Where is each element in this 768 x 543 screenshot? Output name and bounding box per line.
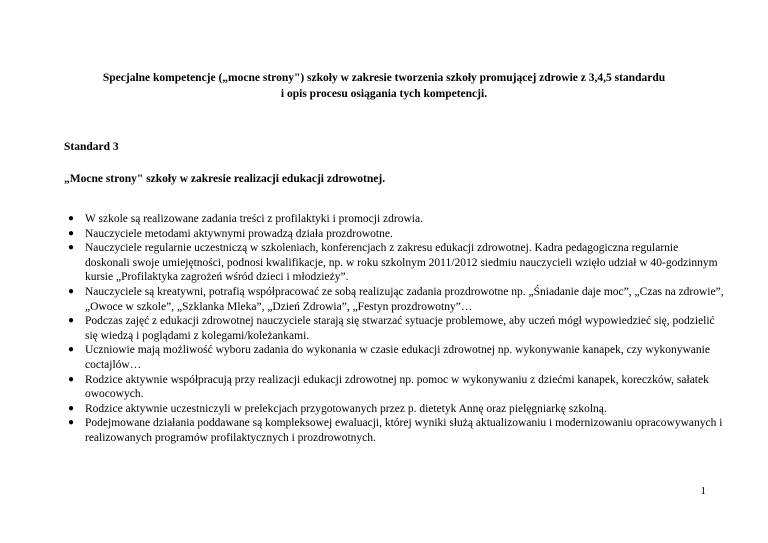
- bullet-icon: ●: [68, 213, 75, 224]
- list-item-text: Rodzice aktywnie współpracują przy realizacji edukacji zdrowotnej np. pomoc w wykonywaniu z dziećmi kanapek, koreczków, sałatek owocowych.: [85, 373, 709, 401]
- standard-heading: Standard 3: [64, 141, 119, 153]
- document-title: [50, 70, 718, 102]
- list-item-text: Podczas zajęć z edukacji zdrowotnej nauczyciele starają się stwarzać sytuacje problemowe, aby uczeń mógł wypowiedzieć się, podzielić się wiedzą i poglądami z kolegami/koleżankami.: [85, 315, 715, 342]
- bullet-icon: ●: [68, 242, 75, 254]
- document-title-line-1: Specjalne kompetencje („mocne strony") szkoły w zakresie tworzenia szkoły promującej zdrowie z 3,4,5 standardu: [102, 72, 666, 84]
- list-item-text: Rodzice aktywnie uczestniczyli w prelekcjach przygotowanych przez p. dietetyk Annę oraz pielęgniarkę szkolną.: [85, 402, 607, 415]
- list-item: [64, 416, 724, 445]
- list-item: [64, 343, 724, 372]
- list-item: [64, 373, 724, 402]
- list-item: [64, 227, 724, 242]
- bullet-icon: ●: [68, 227, 75, 239]
- bullet-icon: ●: [68, 285, 75, 297]
- list-item: [64, 241, 724, 285]
- list-item-text: Nauczyciele regularnie uczestniczą w szkoleniach, konferencjach z zakresu edukacji zdrowotnej. Kadra pedagogiczna regularnie doskonali swoje umiejętności, podnosi kwalifikacje, np. w roku szkolnym 2011/2012 siedmiu nauczycieli wzięło udział w 40-godzinnym kursie „Profilaktyka zagrożeń wśród dzieci i młodzieży”.: [85, 242, 718, 284]
- bullet-list: [64, 212, 724, 446]
- bullet-icon: ●: [68, 402, 75, 414]
- standard-subheading: „Mocne strony" szkoły w zakresie realizacji edukacji zdrowotnej.: [64, 173, 386, 185]
- bullet-icon: ●: [68, 315, 75, 327]
- document-title-line-2: i opis procesu osiągania tych kompetencji.: [280, 88, 488, 100]
- list-item-text: Nauczyciele metodami aktywnymi prowadzą działa prozdrowotne.: [85, 227, 393, 240]
- list-item: [64, 402, 724, 417]
- list-item: [64, 314, 724, 343]
- bullet-icon: ●: [68, 344, 75, 356]
- list-item-text: W szkole są realizowane zadania treści z profilaktyki i promocji zdrowia.: [85, 213, 423, 225]
- list-item-text: Uczniowie mają możliwość wyboru zadania do wykonania w czasie edukacji zdrowotnej np. wykonywanie kanapek, czy wykonywanie coctajlów…: [85, 344, 710, 371]
- bullet-icon: ●: [68, 417, 75, 429]
- list-item: [64, 212, 724, 227]
- list-item-text: Podejmowane działania poddawane są kompleksowej ewaluacji, której wyniki służą aktualizowaniu i modernizowaniu opracowywanych i realizowanych programów profilaktycznych i prozdrowotnych.: [85, 417, 723, 444]
- list-item: [64, 285, 724, 314]
- bullet-icon: ●: [68, 373, 75, 385]
- list-item-text: Nauczyciele są kreatywni, potrafią współpracować ze sobą realizując zadania prozdrowotne np. „Śniadanie daje moc”, „Czas na zdrowie”, „Owoce w szkole”, „Szklanka Mleka”, „Dzień Zdrowia”, „Festyn prozdrowotny”…: [85, 285, 724, 313]
- page-number: 1: [700, 485, 706, 497]
